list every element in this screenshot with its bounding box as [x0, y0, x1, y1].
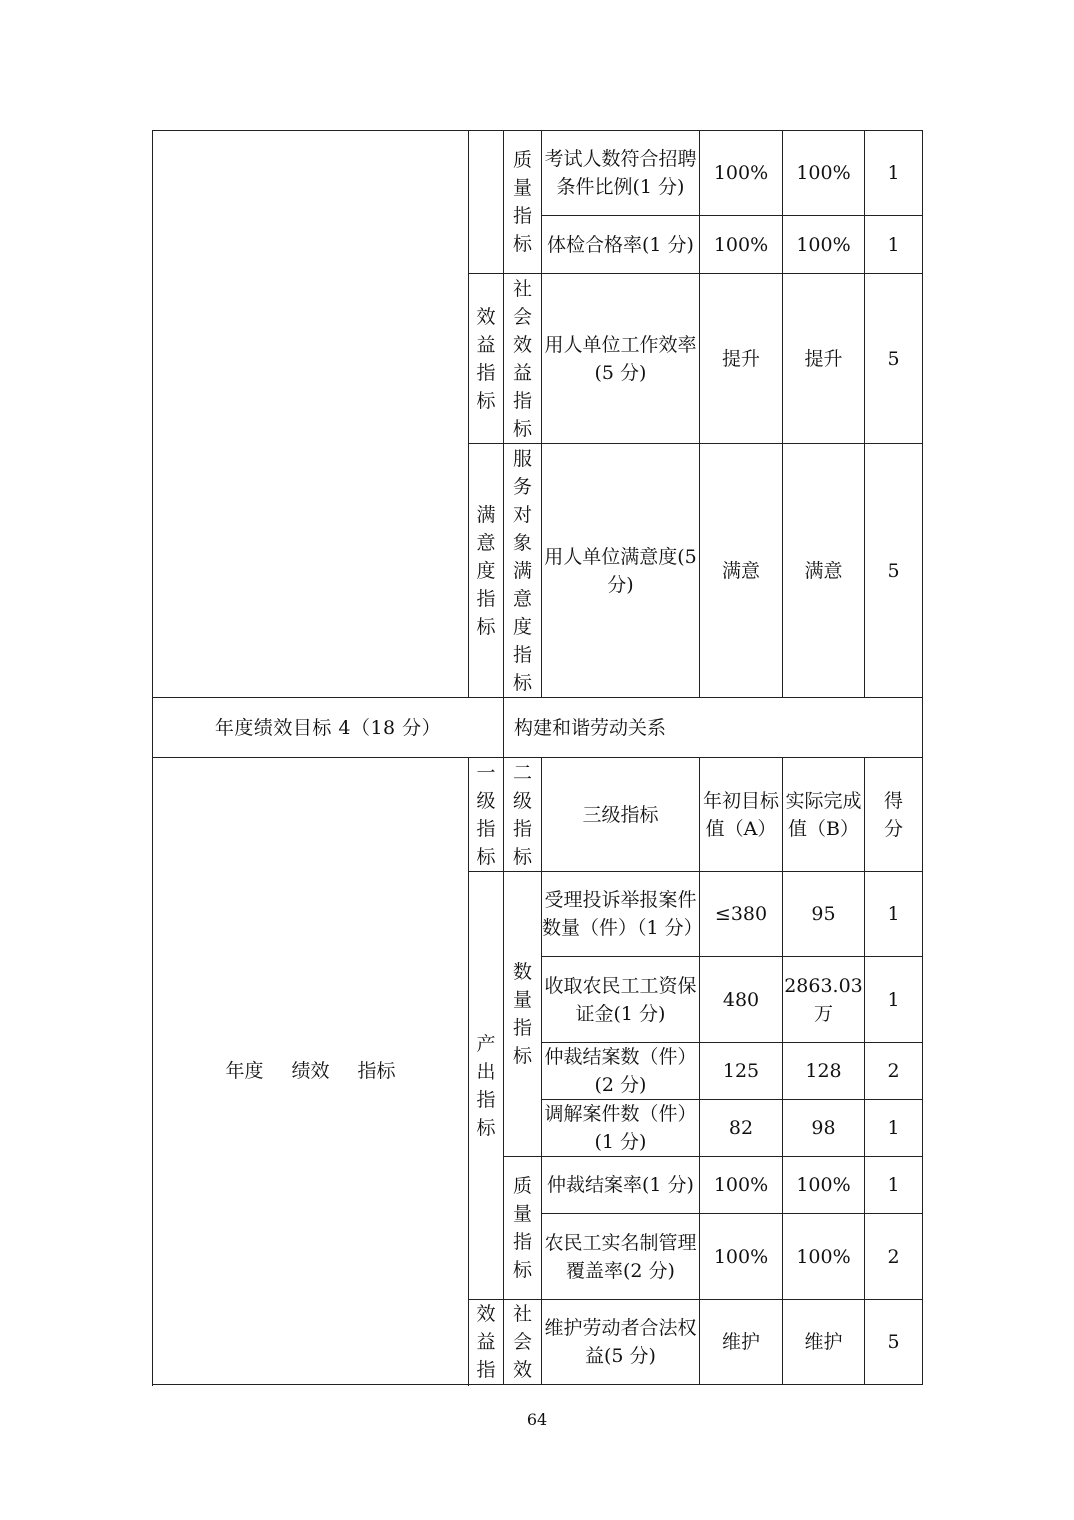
score-value: 5	[865, 1300, 923, 1385]
target-value: 480	[700, 957, 783, 1043]
target-value: 100%	[700, 216, 783, 274]
indicator-cell: 考试人数符合招聘条件比例(1 分)	[542, 131, 700, 216]
target-value: ≤380	[700, 872, 783, 957]
indicator-cell: 用人单位工作效率(5 分)	[542, 274, 700, 444]
blank-level1-cell	[469, 131, 504, 274]
level1-cell: 满意度指标	[469, 444, 504, 698]
score-value: 1	[865, 872, 923, 957]
level2-cell: 数量指标	[504, 872, 542, 1157]
score-value: 1	[865, 216, 923, 274]
performance-table	[152, 130, 923, 1385]
level2-cell: 社会效	[504, 1300, 542, 1385]
actual-value: 128	[783, 1043, 865, 1100]
indicator-cell: 收取农民工工资保证金(1 分)	[542, 957, 700, 1043]
page-number: 64	[526, 1410, 548, 1429]
target-value: 100%	[700, 1214, 783, 1300]
actual-value: 满意	[783, 444, 865, 698]
target-value: 125	[700, 1043, 783, 1100]
indicator-cell: 维护劳动者合法权益(5 分)	[542, 1300, 700, 1385]
header-level1: 一级指标	[469, 758, 504, 872]
actual-value: 100%	[783, 1214, 865, 1300]
score-value: 1	[865, 1157, 923, 1214]
table-row	[153, 131, 923, 216]
indicator-cell: 仲裁结案数（件）(2 分)	[542, 1043, 700, 1100]
actual-value: 100%	[783, 131, 865, 216]
goal-row	[153, 698, 923, 758]
score-value: 5	[865, 274, 923, 444]
level2-cell: 社会效益指标	[504, 274, 542, 444]
header-target: 年初目标值（A）	[700, 758, 783, 872]
target-value: 100%	[700, 1157, 783, 1214]
target-value: 100%	[700, 131, 783, 216]
header-row	[153, 758, 923, 872]
actual-value: 维护	[783, 1300, 865, 1385]
header-actual: 实际完成值（B）	[783, 758, 865, 872]
actual-value: 2863.03 万	[783, 957, 865, 1043]
score-value: 1	[865, 131, 923, 216]
indicator-cell: 体检合格率(1 分)	[542, 216, 700, 274]
level2-cell: 质量指标	[504, 1157, 542, 1300]
score-value: 5	[865, 444, 923, 698]
target-value: 提升	[700, 274, 783, 444]
indicator-cell: 用人单位满意度(5 分)	[542, 444, 700, 698]
actual-value: 100%	[783, 216, 865, 274]
header-score: 得分	[865, 758, 923, 872]
level1-cell: 产出指标	[469, 872, 504, 1300]
target-value: 维护	[700, 1300, 783, 1385]
actual-value: 95	[783, 872, 865, 957]
actual-value: 100%	[783, 1157, 865, 1214]
score-value: 2	[865, 1043, 923, 1100]
target-value: 82	[700, 1100, 783, 1157]
goal-label: 年度绩效目标 4（18 分）	[153, 698, 504, 758]
score-value: 1	[865, 957, 923, 1043]
header-level2: 二级指标	[504, 758, 542, 872]
indicator-cell: 仲裁结案率(1 分)	[542, 1157, 700, 1214]
target-value: 满意	[700, 444, 783, 698]
level2-cell: 服务对象满意度指标	[504, 444, 542, 698]
score-value: 2	[865, 1214, 923, 1300]
goal-text: 构建和谐劳动关系	[504, 698, 923, 758]
actual-value: 提升	[783, 274, 865, 444]
blank-label-cell	[153, 131, 469, 698]
score-value: 1	[865, 1100, 923, 1157]
level1-cell: 效益指标	[469, 274, 504, 444]
level2-cell: 质量指标	[504, 131, 542, 274]
indicator-cell: 调解案件数（件）(1 分)	[542, 1100, 700, 1157]
section-title: 年度 绩效 指标	[153, 758, 469, 1385]
indicator-cell: 受理投诉举报案件数量（件）（1 分）	[542, 872, 700, 957]
level1-cell: 效益指	[469, 1300, 504, 1385]
indicator-cell: 农民工实名制管理覆盖率(2 分)	[542, 1214, 700, 1300]
actual-value: 98	[783, 1100, 865, 1157]
header-level3: 三级指标	[542, 758, 700, 872]
